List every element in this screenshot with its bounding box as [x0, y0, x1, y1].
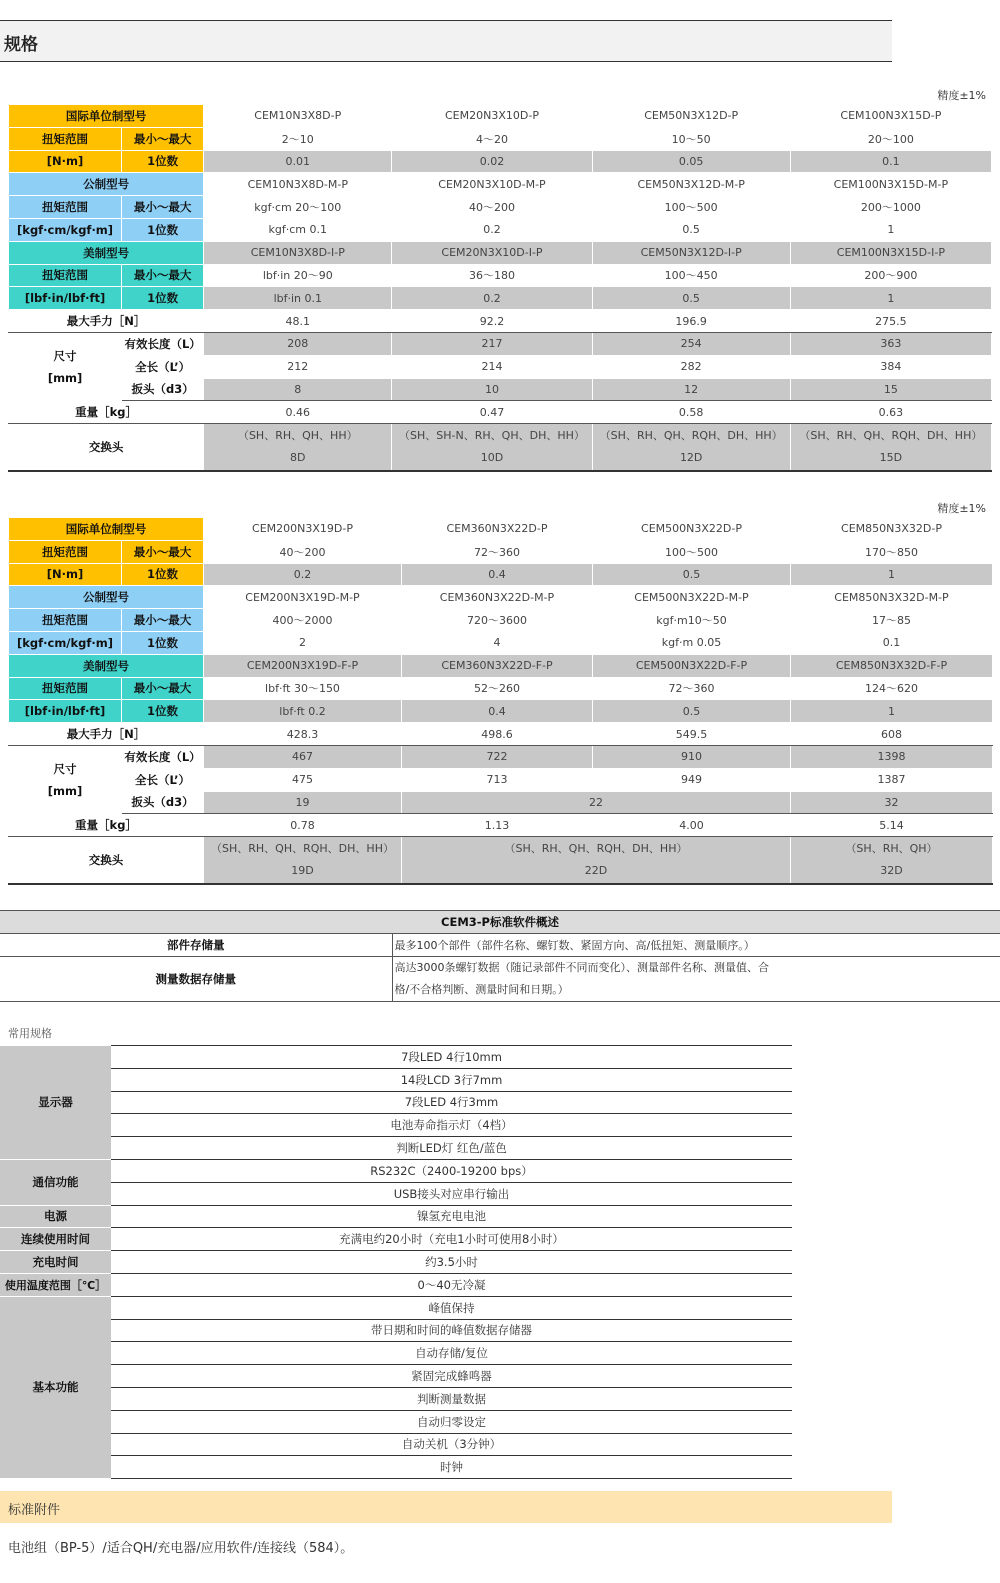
accessories-bar: [0, 1491, 892, 1523]
spec-value: 镍氢充电电池: [111, 1205, 792, 1228]
value-cell: 92.2: [392, 310, 592, 333]
value-cell: 32: [791, 791, 993, 814]
spec-label: 充电时间: [0, 1251, 111, 1274]
value-cell: 72～360: [402, 540, 593, 563]
row-label: 重量［kg］: [9, 401, 204, 424]
value-cell: 2～10: [204, 127, 392, 150]
row-label: 扭矩范围: [9, 609, 122, 632]
row-sublabel: 最小～最大: [122, 540, 204, 563]
head-size: 19D: [291, 864, 314, 878]
row-label: [kgf·cm/kgf·m]: [9, 631, 122, 654]
accessories-title: 标准附件: [8, 1503, 61, 1518]
value-cell: 0.2: [392, 287, 592, 310]
spec-value: 自动存储/复位: [111, 1342, 792, 1365]
head-cell: [392, 424, 592, 472]
row-label: [kgf·cm/kgf·m]: [9, 218, 122, 241]
software-value: 最多100个部件（部件名称、螺钉数、紧固方向、高/低扭矩、测量顺序。）: [392, 934, 1000, 957]
size-label: 尺寸: [53, 761, 77, 776]
spec-value: 电池寿命指示灯（4档）: [111, 1114, 792, 1137]
model-cell: CEM20N3X10D-I-P: [392, 241, 592, 264]
spec-value: 充满电约20小时（充电1小时可使用8小时）: [111, 1228, 792, 1251]
value-cell: lbf·ft 0.2: [204, 700, 402, 723]
spec-value: 7段LED 4行10mm: [111, 1046, 792, 1069]
model-cell: CEM500N3X22D-F-P: [593, 654, 791, 677]
model-cell: CEM100N3X15D-M-P: [790, 173, 991, 196]
common-spec-table: [0, 1045, 792, 1479]
value-cell: 0.4: [402, 563, 593, 586]
head-size: 12D: [679, 451, 703, 465]
model-cell: CEM360N3X22D-P: [402, 518, 593, 541]
model-cell: CEM200N3X19D-P: [204, 518, 402, 541]
head-cell: [204, 424, 392, 472]
value-cell: 100～450: [592, 264, 790, 287]
value-cell: 8: [204, 378, 392, 401]
row-sublabel: 最小～最大: [122, 609, 204, 632]
value-cell: 0.2: [392, 218, 592, 241]
value-cell: lbf·ft 30～150: [204, 677, 402, 700]
value-cell: 12: [592, 378, 790, 401]
head-cell: [791, 837, 993, 885]
value-cell: 36～180: [392, 264, 592, 287]
value-cell: 100～500: [593, 540, 791, 563]
row-label: 最大手力［N］: [9, 723, 204, 746]
head-cell: [204, 837, 402, 885]
value-cell: 0.5: [592, 287, 790, 310]
head-size: 10D: [480, 451, 504, 465]
value-cell: 100～500: [592, 196, 790, 219]
mm-label: [mm]: [47, 783, 83, 798]
software-label: 部件存储量: [0, 934, 392, 957]
value-cell: 170～850: [791, 540, 993, 563]
value-cell: 1: [790, 218, 991, 241]
value-cell: 48.1: [204, 310, 392, 333]
value-cell: 720～3600: [402, 609, 593, 632]
model-cell: CEM10N3X8D-M-P: [204, 173, 392, 196]
value-cell: 212: [204, 355, 392, 378]
head-size: 32D: [880, 864, 903, 878]
value-cell: 254: [592, 332, 790, 355]
model-cell: CEM500N3X22D-M-P: [593, 586, 791, 609]
head-size: 15D: [879, 451, 903, 465]
row-sublabel: 1位数: [122, 150, 204, 173]
row-sublabel: 1位数: [122, 631, 204, 654]
precision-note: 精度±1%: [937, 502, 986, 515]
spec-label: 使用温度范围［℃］: [0, 1273, 111, 1296]
value-cell: 1: [791, 700, 993, 723]
precision-note: 精度±1%: [937, 89, 986, 102]
value-cell: 40～200: [392, 196, 592, 219]
value-cell: 0.4: [402, 700, 593, 723]
common-spec-caption: 常用规格: [8, 1027, 52, 1040]
value-cell: 0.46: [204, 401, 392, 424]
value-cell: 2: [204, 631, 402, 654]
size-label: 尺寸: [53, 348, 77, 363]
spec-value: 0～40无冷凝: [111, 1273, 792, 1296]
row-label: 重量［kg］: [9, 814, 204, 837]
model-cell: CEM20N3X10D-P: [392, 105, 592, 128]
spec-value: 7段LED 4行3mm: [111, 1091, 792, 1114]
software-table: [0, 910, 1000, 1002]
head-size: 8D: [290, 451, 306, 465]
spec-table-1: [8, 104, 992, 472]
row-label: [lbf·in/lbf·ft]: [9, 287, 122, 310]
value-cell: 282: [592, 355, 790, 378]
value-cell: 0.01: [204, 150, 392, 173]
value-cell: kgf·cm 20～100: [204, 196, 392, 219]
model-cell: CEM50N3X12D-P: [592, 105, 790, 128]
spec-value: 14段LCD 3行7mm: [111, 1068, 792, 1091]
row-label: 美制型号: [9, 241, 204, 264]
model-cell: CEM50N3X12D-M-P: [592, 173, 790, 196]
value-cell: 400～2000: [204, 609, 402, 632]
row-label: 最大手力［N］: [9, 310, 204, 333]
row-label: [N·m]: [9, 150, 122, 173]
head-list: （SH、RH、QH、RQH、DH、HH）: [211, 842, 394, 856]
value-cell: 19: [204, 791, 402, 814]
value-cell: 208: [204, 332, 392, 355]
value-cell: 4.00: [593, 814, 791, 837]
row-label: 交换头: [9, 837, 204, 885]
spec-label: 连续使用时间: [0, 1228, 111, 1251]
spec-label: 电源: [0, 1205, 111, 1228]
head-list: （SH、RH、QH、RQH、DH、HH）: [504, 842, 688, 856]
accessories-text: 电池组（BP-5）/适合QH/充电器/应用软件/连接线（584）。: [8, 1541, 354, 1556]
value-cell: 384: [790, 355, 991, 378]
value-cell: 0.02: [392, 150, 592, 173]
value-cell: 15: [790, 378, 991, 401]
value-cell: 4～20: [392, 127, 592, 150]
head-cell: [402, 837, 791, 885]
value-cell: 1398: [791, 745, 993, 768]
model-cell: CEM200N3X19D-M-P: [204, 586, 402, 609]
value-cell: 214: [392, 355, 592, 378]
row-label: 国际单位制型号: [9, 105, 204, 128]
head-cell: [790, 424, 991, 472]
page-title: 规格: [4, 35, 38, 55]
row-sublabel: 全长（L’）: [122, 355, 204, 378]
row-sublabel: 最小～最大: [122, 196, 204, 219]
row-sublabel: 1位数: [122, 218, 204, 241]
section-title-bar: [0, 20, 892, 62]
spec-table-2: [8, 517, 993, 885]
row-label: [N·m]: [9, 563, 122, 586]
value-cell: kgf·m10～50: [593, 609, 791, 632]
value-cell: 200～1000: [790, 196, 991, 219]
head-list: （SH、RH、QH、HH）: [237, 429, 358, 443]
row-sublabel: 扳头（d3）: [122, 378, 204, 401]
model-cell: CEM10N3X8D-I-P: [204, 241, 392, 264]
row-sublabel: 全长（L’）: [122, 768, 204, 791]
spec-value: 峰值保持: [111, 1296, 792, 1319]
row-label: 美制型号: [9, 654, 204, 677]
value-cell: 52～260: [402, 677, 593, 700]
software-value-line: 高达3000条螺钉数据（随记录部件不同而变化）、测量部件名称、测量值、合: [394, 961, 769, 974]
spec-value: 自动关机（3分钟）: [111, 1433, 792, 1456]
value-cell: 549.5: [593, 723, 791, 746]
model-cell: CEM360N3X22D-F-P: [402, 654, 593, 677]
value-cell: 124～620: [791, 677, 993, 700]
head-list: （SH、RH、QH、RQH、DH、HH）: [599, 429, 783, 443]
value-cell: 428.3: [204, 723, 402, 746]
value-cell: 0.1: [791, 631, 993, 654]
row-label: 公制型号: [9, 173, 204, 196]
head-list: （SH、SH-N、RH、QH、DH、HH）: [399, 429, 585, 443]
value-cell: 22: [402, 791, 791, 814]
value-cell: 0.05: [592, 150, 790, 173]
model-cell: CEM10N3X8D-P: [204, 105, 392, 128]
spec-label: 显示器: [0, 1046, 111, 1160]
value-cell: 0.78: [204, 814, 402, 837]
row-label: 扭矩范围: [9, 196, 122, 219]
value-cell: 200～900: [790, 264, 991, 287]
software-value: [392, 957, 1000, 1002]
value-cell: 17～85: [791, 609, 993, 632]
model-cell: CEM850N3X32D-F-P: [791, 654, 993, 677]
value-cell: 0.5: [593, 700, 791, 723]
row-label: 扭矩范围: [9, 677, 122, 700]
value-cell: 275.5: [790, 310, 991, 333]
value-cell: 1.13: [402, 814, 593, 837]
model-cell: CEM50N3X12D-I-P: [592, 241, 790, 264]
spec-value: 自动归零设定: [111, 1410, 792, 1433]
value-cell: 949: [593, 768, 791, 791]
model-cell: CEM20N3X10D-M-P: [392, 173, 592, 196]
row-label: 国际单位制型号: [9, 518, 204, 541]
spec-value: 约3.5小时: [111, 1251, 792, 1274]
row-label: 扭矩范围: [9, 127, 122, 150]
value-cell: 713: [402, 768, 593, 791]
model-cell: CEM500N3X22D-P: [593, 518, 791, 541]
value-cell: 0.47: [392, 401, 592, 424]
mm-label: [mm]: [47, 370, 83, 385]
row-sublabel: 扳头（d3）: [122, 791, 204, 814]
value-cell: 20～100: [790, 127, 991, 150]
head-cell: [592, 424, 790, 472]
value-cell: 0.58: [592, 401, 790, 424]
spec-label: 通信功能: [0, 1159, 111, 1205]
row-sublabel: 最小～最大: [122, 264, 204, 287]
spec-value: 时钟: [111, 1456, 792, 1479]
value-cell: 363: [790, 332, 991, 355]
row-label: [9, 332, 122, 400]
value-cell: 0.1: [790, 150, 991, 173]
value-cell: 40～200: [204, 540, 402, 563]
value-cell: 1387: [791, 768, 993, 791]
value-cell: 608: [791, 723, 993, 746]
row-sublabel: 最小～最大: [122, 677, 204, 700]
value-cell: 1: [790, 287, 991, 310]
model-cell: CEM360N3X22D-M-P: [402, 586, 593, 609]
row-sublabel: 最小～最大: [122, 127, 204, 150]
spec-value: RS232C（2400-19200 bps）: [111, 1159, 792, 1182]
spec-value: 判断LED灯 红色/蓝色: [111, 1137, 792, 1160]
value-cell: 5.14: [791, 814, 993, 837]
value-cell: 196.9: [592, 310, 790, 333]
row-label: 交换头: [9, 424, 204, 472]
value-cell: 0.2: [204, 563, 402, 586]
model-cell: CEM200N3X19D-F-P: [204, 654, 402, 677]
value-cell: 0.5: [593, 563, 791, 586]
value-cell: 498.6: [402, 723, 593, 746]
value-cell: 10: [392, 378, 592, 401]
row-sublabel: 1位数: [122, 287, 204, 310]
row-label: 扭矩范围: [9, 540, 122, 563]
software-title: CEM3-P标准软件概述: [0, 911, 1000, 934]
value-cell: kgf·cm 0.1: [204, 218, 392, 241]
spec-value: 紧固完成蜂鸣器: [111, 1365, 792, 1388]
value-cell: 0.5: [592, 218, 790, 241]
value-cell: 0.63: [790, 401, 991, 424]
software-value-line: 格/不合格判断、测量时间和日期。）: [394, 983, 569, 996]
model-cell: CEM850N3X32D-M-P: [791, 586, 993, 609]
value-cell: 72～360: [593, 677, 791, 700]
value-cell: 475: [204, 768, 402, 791]
row-sublabel: 1位数: [122, 700, 204, 723]
value-cell: 10～50: [592, 127, 790, 150]
spec-value: 带日期和时间的峰值数据存储器: [111, 1319, 792, 1342]
value-cell: 1: [791, 563, 993, 586]
value-cell: lbf·in 20～90: [204, 264, 392, 287]
value-cell: 217: [392, 332, 592, 355]
head-list: （SH、RH、QH）: [845, 842, 938, 856]
model-cell: CEM100N3X15D-P: [790, 105, 991, 128]
model-cell: CEM100N3X15D-I-P: [790, 241, 991, 264]
value-cell: 467: [204, 745, 402, 768]
row-label: 扭矩范围: [9, 264, 122, 287]
value-cell: kgf·m 0.05: [593, 631, 791, 654]
value-cell: 722: [402, 745, 593, 768]
spec-value: 判断测量数据: [111, 1387, 792, 1410]
value-cell: 4: [402, 631, 593, 654]
value-cell: lbf·in 0.1: [204, 287, 392, 310]
row-sublabel: 有效长度（L）: [122, 745, 204, 768]
head-size: 22D: [584, 864, 608, 878]
row-sublabel: 有效长度（L）: [122, 332, 204, 355]
value-cell: 910: [593, 745, 791, 768]
row-label: 公制型号: [9, 586, 204, 609]
spec-label: 基本功能: [0, 1296, 111, 1478]
row-sublabel: 1位数: [122, 563, 204, 586]
software-label: 测量数据存储量: [0, 957, 392, 1002]
row-label: [lbf·in/lbf·ft]: [9, 700, 122, 723]
spec-value: USB接头对应串行输出: [111, 1182, 792, 1205]
head-list: （SH、RH、QH、RQH、DH、HH）: [799, 429, 983, 443]
row-label: [9, 745, 122, 813]
model-cell: CEM850N3X32D-P: [791, 518, 993, 541]
